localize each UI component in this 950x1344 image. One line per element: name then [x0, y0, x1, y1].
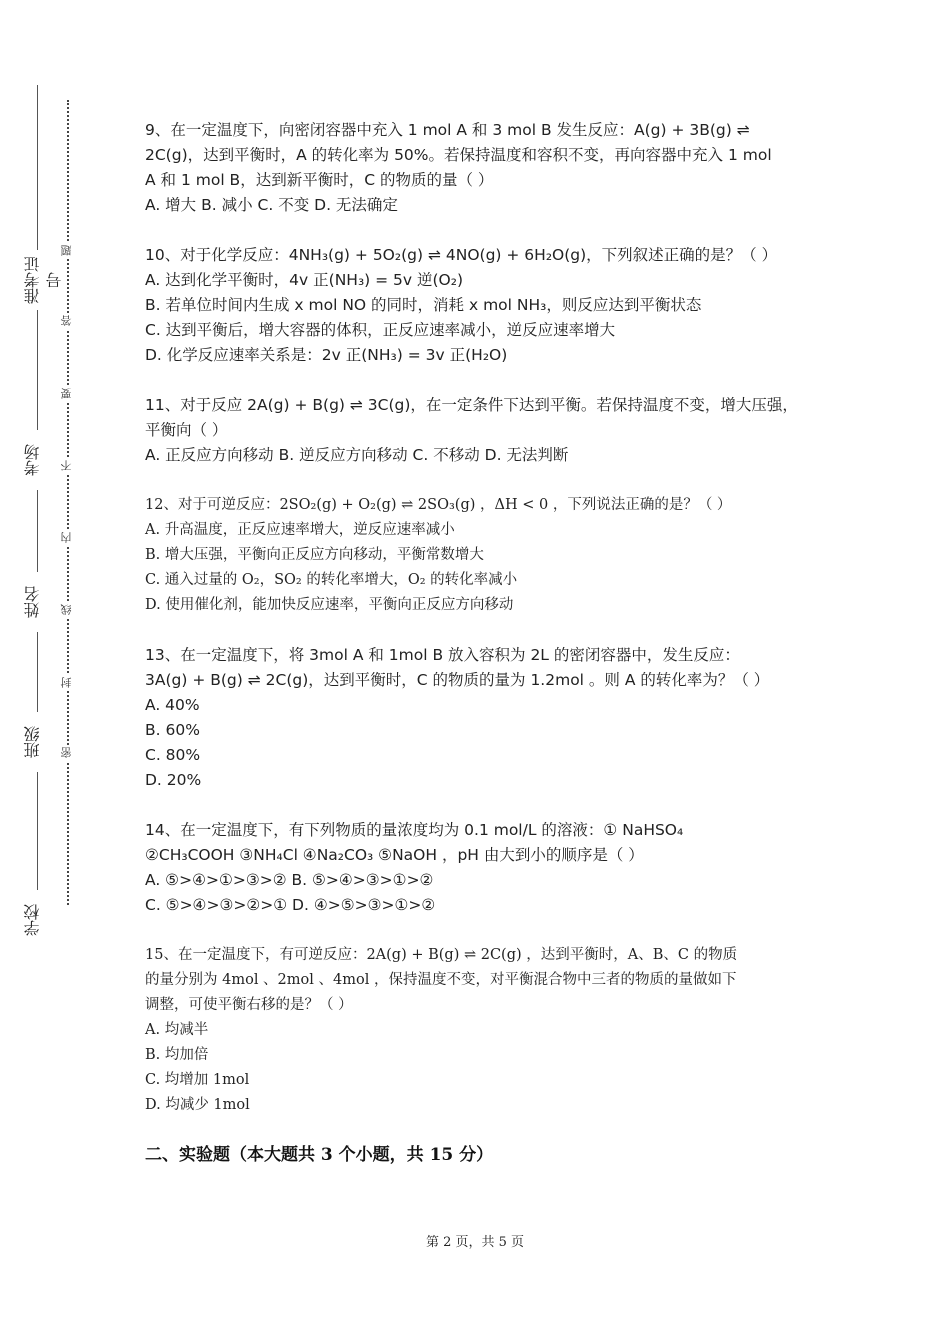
question-options: A. ⑤>④>①>③>② B. ⑤>④>③>①>② — [145, 871, 434, 889]
option-d: D. 均减少 1mol — [145, 1097, 250, 1113]
option-b: B. 均加倍 — [145, 1047, 209, 1063]
option-b: B. 增大压强，平衡向正反应方向移动，平衡常数增大 — [145, 547, 484, 563]
question-line: 12、对于可逆反应：2SO₂(g) + O₂(g) ⇌ 2SO₃(g) ，ΔH < 0 ，下列说法正确的是？（ ） — [145, 497, 732, 513]
binding-line — [37, 85, 38, 925]
option-d: D. 使用催化剂，能加快反应速率，平衡向正反应方向移动 — [145, 597, 514, 613]
question-line: 调整，可使平衡右移的是？（ ） — [145, 997, 353, 1013]
option-c: C. 均增加 1mol — [145, 1072, 250, 1088]
question-list — [145, 118, 825, 1143]
question-line: 的量分别为 4mol 、2mol 、4mol ，保持温度不变，对平衡混合物中三者的物质的量做如下 — [145, 972, 737, 988]
school-label: 学校 — [22, 890, 44, 950]
option-b: B. 若单位时间内生成 x mol NO 的同时，消耗 x mol NH₃，则反应达到平衡状态 — [145, 296, 702, 314]
option-c: C. 达到平衡后，增大容器的体积，正反应速率减小，逆反应速率增大 — [145, 321, 616, 339]
seal-char: 封 — [60, 675, 74, 691]
question-11 — [145, 393, 825, 468]
option-c: C. 80% — [145, 746, 201, 764]
question-line: ②CH₃COOH ③NH₄Cl ④Na₂CO₃ ⑤NaOH ，pH 由大到小的顺序是（ ） — [145, 846, 644, 864]
class-label: 班级 — [22, 712, 44, 772]
exam-room-label: 考场 — [22, 430, 44, 490]
seal-char: 内 — [60, 530, 74, 546]
option-c: C. 通入过量的 O₂，SO₂ 的转化率增大，O₂ 的转化率减小 — [145, 572, 518, 588]
seal-char: 要 — [60, 386, 74, 402]
question-14 — [145, 818, 825, 918]
option-a: A. 40% — [145, 696, 200, 714]
section-title: 二、实验题（本大题共 3 个小题，共 15 分） — [145, 1145, 494, 1165]
question-line: 14、在一定温度下，有下列物质的量浓度均为 0.1 mol/L 的溶液：① NaHSO₄ — [145, 821, 684, 839]
question-15 — [145, 943, 825, 1118]
question-9 — [145, 118, 825, 218]
question-line: A 和 1 mol B，达到新平衡时，C 的物质的量（ ） — [145, 171, 494, 189]
question-12 — [145, 493, 825, 618]
dotted-seal-line — [67, 100, 69, 905]
seal-line — [60, 100, 74, 905]
option-b: B. 60% — [145, 721, 200, 739]
option-a: A. 均减半 — [145, 1022, 209, 1038]
question-line: 10、对于化学反应：4NH₃(g) + 5O₂(g) ⇌ 4NO(g) + 6H₂O(g)，下列叙述正确的是？（ ） — [145, 246, 778, 264]
seal-char: 密 — [60, 745, 74, 761]
binding-margin-outer — [22, 85, 64, 936]
question-line: 3A(g) + B(g) ⇌ 2C(g)，达到平衡时，C 的物质的量为 1.2mol 。则 A 的转化率为？（ ） — [145, 671, 770, 689]
seal-char: 题 — [60, 243, 74, 259]
option-a: A. 达到化学平衡时，4v 正(NH₃) = 5v 逆(O₂) — [145, 271, 464, 289]
question-options: C. ⑤>④>③>②>① D. ④>⑤>③>①>② — [145, 896, 436, 914]
option-a: A. 升高温度，正反应速率增大，逆反应速率减小 — [145, 522, 455, 538]
page-footer: 第 2 页，共 5 页 — [425, 1235, 525, 1250]
seal-char: 答 — [60, 313, 74, 329]
question-line: 15、在一定温度下，有可逆反应：2A(g) + B(g) ⇌ 2C(g) ，达到平衡时，A、B、C 的物质 — [145, 947, 738, 963]
question-line: 2C(g)，达到平衡时，A 的转化率为 50%。若保持温度和容积不变，再向容器中充入 1 mol — [145, 146, 772, 164]
question-options: A. 增大 B. 减小 C. 不变 D. 无法确定 — [145, 196, 398, 214]
question-13 — [145, 643, 825, 793]
question-line: 13、在一定温度下，将 3mol A 和 1mol B 放入容积为 2L 的密闭容器中，发生反应： — [145, 646, 740, 664]
question-10 — [145, 243, 825, 368]
exam-id-label: 准考证号 — [22, 250, 44, 310]
question-line: 9、在一定温度下，向密闭容器中充入 1 mol A 和 3 mol B 发生反应：A(g) + 3B(g) ⇌ — [145, 121, 750, 139]
name-label: 姓名 — [22, 572, 44, 632]
seal-char: 线 — [60, 602, 74, 618]
option-d: D. 20% — [145, 771, 202, 789]
question-line: 平衡向（ ） — [145, 421, 228, 439]
question-line: 11、对于反应 2A(g) + B(g) ⇌ 3C(g)，在一定条件下达到平衡。若保持温度不变，增大压强， — [145, 396, 798, 414]
option-d: D. 化学反应速率关系是：2v 正(NH₃) = 3v 正(H₂O) — [145, 346, 508, 364]
seal-char: 不 — [60, 458, 74, 474]
question-options: A. 正反应方向移动 B. 逆反应方向移动 C. 不移动 D. 无法判断 — [145, 446, 569, 464]
